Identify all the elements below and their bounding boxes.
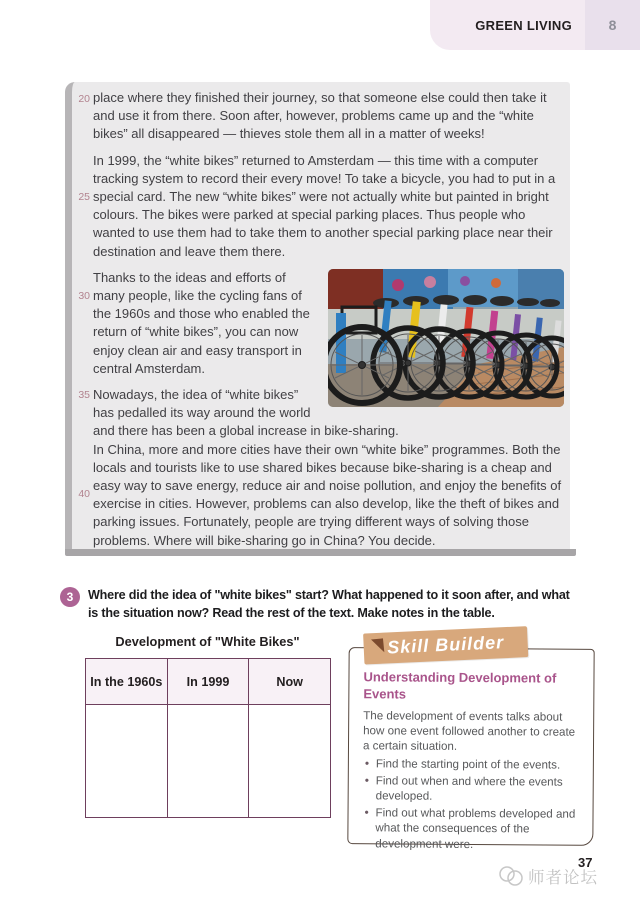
watermark-logo-icon <box>498 865 524 887</box>
line-number-35: 35 <box>78 389 90 401</box>
passage-paragraph-3: Thanks to the ideas and efforts of many people, like the cycling fans of the 1960s and those who enabled the return of “white bikes”, you can now enjoy clean air and easy transport in central Amsterdam. <box>93 269 310 376</box>
skill-builder-box <box>347 632 594 851</box>
notes-table-header-now: Now <box>249 659 331 705</box>
passage-paragraph-5: In China, more and more cities have their own “white bike” programmes. Both the locals and tourists like to use shared bikes because bike-sharing is a cheap and easy way to save energy, reduce air and noise pollution, and enjoy the benefits of exercise in cities. However, problems can also develop, like the theft of bikes and parking issues. Fortunately, people are trying different ways of solving those problems. Where will bike-sharing go in China? You decide. <box>93 441 562 548</box>
notes-table-header-row <box>86 659 331 705</box>
passage-paragraph-2: In 1999, the “white bikes” returned to Amsterdam — this time with a computer tracking system to record their every move! To take a bicycle, you had to put in a special card. The new “white bikes” were not actually white but painted in bright colours. The bikes were parked at special parking places. Thus people who wanted to use them had to take them to another special parking place near their destination and leave them there. <box>93 152 556 259</box>
notes-table-title: Development of "White Bikes" <box>115 634 300 649</box>
unit-title: GREEN LIVING <box>475 17 572 33</box>
passage-paragraph-1: place where they finished their journey, so that someone else could then take it and use it from there. Soon after, however, problems came up and the “white bikes” all disappeared — thieves stole them all in a matter of weeks! <box>93 90 547 142</box>
notes-table <box>85 658 331 818</box>
passage-photo-wrap <box>93 269 562 441</box>
parked-bikes-photo <box>328 269 564 407</box>
unit-header-tab <box>430 0 640 50</box>
parked-bikes-illustration <box>328 269 564 407</box>
page-number: 37 <box>578 855 593 870</box>
notes-table-header-1960s: In the 1960s <box>86 659 168 705</box>
skill-builder-banner <box>363 626 528 664</box>
activity-number-badge: 3 <box>60 587 80 607</box>
skill-builder-bullet-2: • Find out when and where the events developed. <box>363 773 579 805</box>
panel-bottom-edge <box>65 549 576 556</box>
reading-passage-panel <box>65 82 570 549</box>
activity-3 <box>60 586 580 622</box>
skill-builder-banner-label: Skill Builder <box>386 632 505 658</box>
passage-paragraph-4: Nowadays, the idea of “white bikes” has pedalled its way around the world and there has been a global increase in bike-sharing. <box>93 387 399 439</box>
unit-number: 8 <box>608 17 617 33</box>
line-number-20: 20 <box>78 93 90 105</box>
banner-fold-corner <box>371 638 384 653</box>
line-number-25: 25 <box>78 191 90 203</box>
notes-cell-now <box>249 705 331 818</box>
skill-builder-bullet-3: • Find out what problems developed and what the consequences of the development were. <box>362 805 578 852</box>
notes-cell-1999 <box>167 705 249 818</box>
notes-cell-1960s <box>86 705 168 818</box>
skill-builder-intro: The development of events talks about how one event followed another to create a certain situation. <box>362 709 576 754</box>
skill-builder-bullet-1: • Find the starting point of the events. <box>363 756 579 773</box>
activity-question: Where did the idea of "white bikes" start? What happened to it soon after, and what is the situation now? Read the rest of the text. Make notes in the table. <box>88 588 570 620</box>
skill-builder-bullet-list <box>362 756 579 853</box>
watermark-text: 师者论坛 <box>528 869 598 887</box>
skill-builder-heading: Understanding Development of Events <box>363 669 557 702</box>
notes-table-body-row <box>86 705 331 818</box>
unit-number-cell <box>585 0 640 50</box>
line-number-40: 40 <box>78 488 90 500</box>
line-number-30: 30 <box>78 290 90 302</box>
notes-table-header-1999: In 1999 <box>167 659 249 705</box>
